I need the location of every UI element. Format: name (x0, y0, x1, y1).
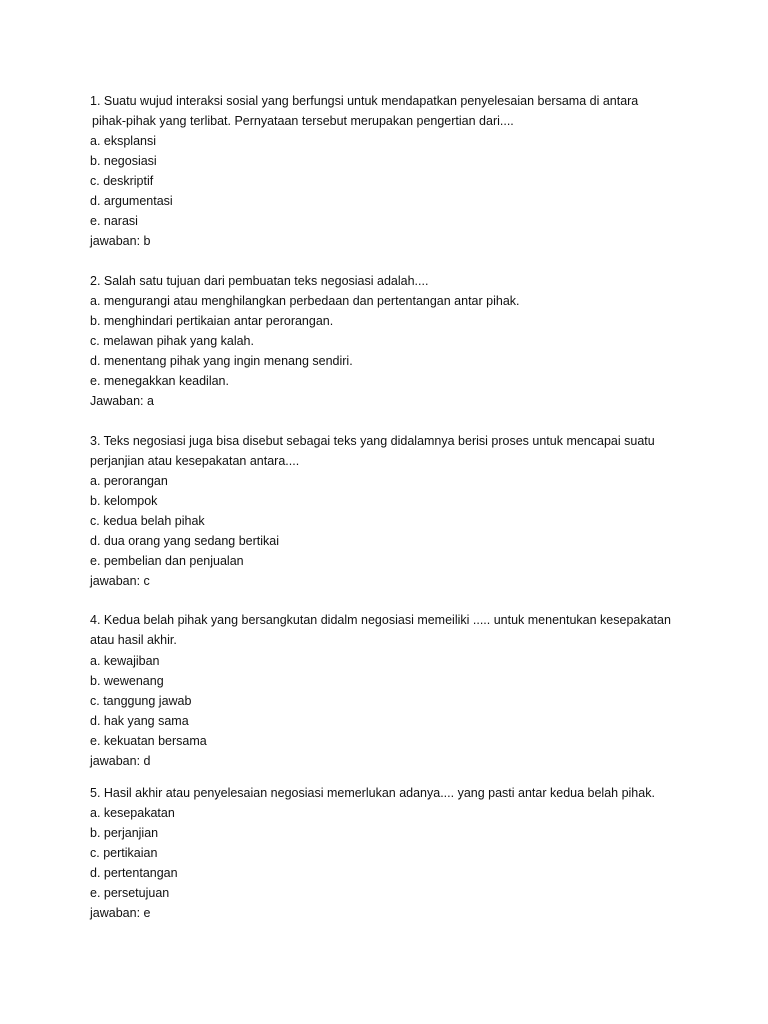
question-1-option-e: e. narasi (90, 214, 138, 228)
question-5-option-a: a. kesepakatan (90, 806, 175, 820)
question-1-option-c: c. deskriptif (90, 174, 154, 188)
question-5-option-c: c. pertikaian (90, 846, 158, 860)
question-2-answer: Jawaban: a (90, 394, 154, 408)
question-4-option-e: e. kekuatan bersama (90, 734, 207, 748)
question-3-option-d: d. dua orang yang sedang bertikai (90, 534, 280, 548)
question-1-option-b: b. negosiasi (90, 154, 157, 168)
question-1-stem-line-2: pihak-pihak yang terlibat. Pernyataan tersebut merupakan pengertian dari.... (92, 114, 514, 128)
question-4-option-a: a. kewajiban (90, 654, 160, 668)
question-4-stem-line-1: 4. Kedua belah pihak yang bersangkutan didalm negosiasi memeiliki ..... untuk menentukan kesepakatan (90, 613, 671, 627)
question-2-option-a: a. mengurangi atau menghilangkan perbedaan dan pertentangan antar pihak. (90, 294, 520, 308)
question-1-answer: jawaban: b (90, 234, 151, 248)
question-2-stem-line-1: 2. Salah satu tujuan dari pembuatan teks negosiasi adalah.... (90, 274, 429, 288)
question-1-option-a: a. eksplansi (90, 134, 157, 148)
question-5-option-e: e. persetujuan (90, 886, 170, 900)
question-4-option-c: c. tanggung jawab (90, 694, 192, 708)
question-4-answer: jawaban: d (90, 754, 151, 768)
question-5-stem-line-1: 5. Hasil akhir atau penyelesaian negosiasi memerlukan adanya.... yang pasti antar kedua belah pihak. (90, 786, 655, 800)
question-2-option-c: c. melawan pihak yang kalah. (90, 334, 254, 348)
question-3-stem-line-2: perjanjian atau kesepakatan antara.... (90, 454, 300, 468)
question-4-stem-line-2: atau hasil akhir. (90, 633, 177, 647)
question-3-option-b: b. kelompok (90, 494, 158, 508)
question-2-option-e: e. menegakkan keadilan. (90, 374, 229, 388)
question-3-stem-line-1: 3. Teks negosiasi juga bisa disebut sebagai teks yang didalamnya berisi proses untuk mencapai suatu (90, 434, 655, 448)
question-5-answer: jawaban: e (90, 906, 151, 920)
question-4-option-b: b. wewenang (90, 674, 164, 688)
question-1-option-d: d. argumentasi (90, 194, 173, 208)
question-2-option-b: b. menghindari pertikaian antar perorangan. (90, 314, 334, 328)
question-3-option-c: c. kedua belah pihak (90, 514, 205, 528)
question-5-option-b: b. perjanjian (90, 826, 159, 840)
question-4-option-d: d. hak yang sama (90, 714, 189, 728)
question-3-option-a: a. perorangan (90, 474, 168, 488)
question-5-option-d: d. pertentangan (90, 866, 178, 880)
question-1-stem-line-1: 1. Suatu wujud interaksi sosial yang berfungsi untuk mendapatkan penyelesaian bersama di antara (90, 94, 639, 108)
question-3-option-e: e. pembelian dan penjualan (90, 554, 244, 568)
question-2-option-d: d. menentang pihak yang ingin menang sendiri. (90, 354, 353, 368)
question-3-answer: jawaban: c (90, 574, 150, 588)
